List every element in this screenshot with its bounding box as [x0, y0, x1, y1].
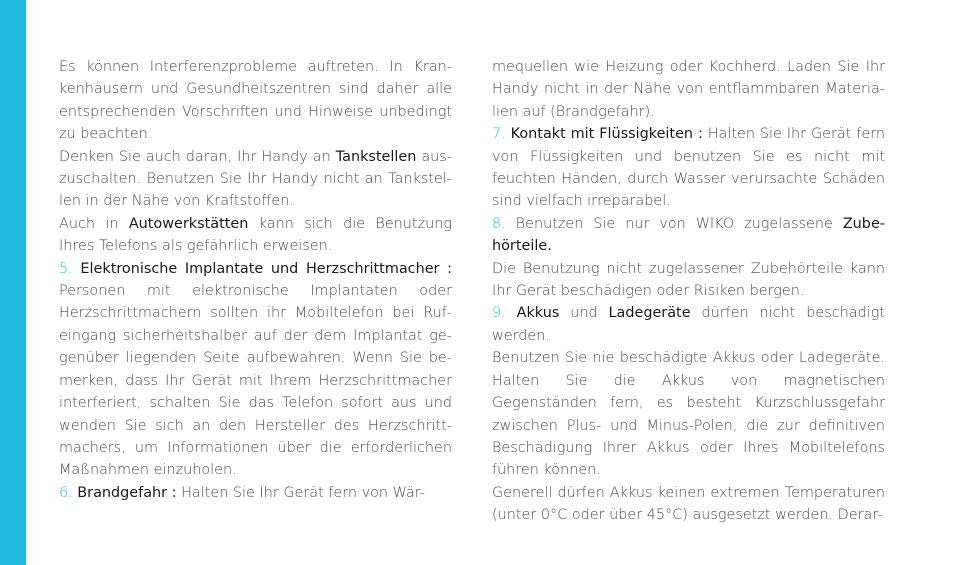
- left-column: [59, 56, 452, 504]
- paragraph-text: Generell dürfen Akkus keinen extremen Temperaturen (unter 0°C oder über 45°C) ausgesetzt werden. Derar-: [492, 484, 885, 524]
- paragraph-tankstellen: [59, 146, 452, 213]
- item-title: Kontakt mit Flüssigkeiten :: [505, 126, 703, 143]
- item-title: Brandgefahr :: [72, 484, 177, 501]
- item-8: [492, 213, 885, 258]
- item-7: [492, 123, 885, 213]
- highlight-term: Autowerkstätten: [128, 215, 249, 232]
- item-6: [59, 482, 452, 504]
- paragraph-text: kann sich die Benutzung Ihres Telefons als gefährlich erweisen.: [59, 215, 453, 255]
- item-9: [492, 302, 885, 347]
- paragraph-text: auszuschalten. Benutzen Sie Ihr Handy nicht an Tankstellen in der Nähe von Kraftstoffen.: [59, 148, 452, 210]
- item-text: Personen mit elektronische Implantaten oder Herzschrittmachern sollten ihr Mobiltelefon bei Rufeingang sicherheitshalber auf der dem Implantat gegenüber liegenden Seite aufbewahren. Wenn Sie bemerken, dass Ihr Gerät mit Ihrem Herzschrittmacher interferiert, schalten Sie das Telefon sofort aus und wenden Sie sich an den Hersteller des Herzschrittmachers, um Informationen über die erforderlichen Maßnahmen einzuholen.: [59, 283, 452, 479]
- highlight-term: Tankstellen: [335, 148, 417, 165]
- item-title: Zubehörteile.: [492, 215, 885, 255]
- accent-bar: [0, 0, 26, 565]
- paragraph-text: Es können Interferenzprobleme auftreten. In Krankenhäusern und Gesundheitszentren sind daher alle entsprechenden Vorschriften und Hinweise unbedingt zu beachten.: [59, 59, 452, 143]
- paragraph-akkus: [492, 347, 885, 481]
- paragraph-text: Denken Sie auch daran, Ihr Handy an: [59, 148, 336, 165]
- paragraph-text: Benutzen Sie nie beschädigte Akkus oder Ladegeräte. Halten Sie die Akkus von magnetischen Gegenständen fern, es besteht Kurzschlussgefahr zwischen Plus- und Minus-Polen, die zur definitiven Beschädigung Ihrer Akkus oder Ihres Mobiltelefons führen können.: [492, 350, 885, 479]
- item-5: [59, 258, 452, 482]
- item-number: 9.: [492, 305, 506, 322]
- item-title: Elektronische Implantate und Herzschrittmacher :: [72, 260, 452, 277]
- item-title: Akkus: [505, 305, 560, 322]
- item-number: 7.: [492, 126, 506, 143]
- paragraph-text: Auch in: [59, 215, 129, 232]
- paragraph-text: Die Benutzung nicht zugelassener Zubehörteile kann Ihr Gerät beschädigen oder Risiken bergen.: [492, 260, 885, 300]
- paragraph-interference: [59, 56, 452, 146]
- paragraph-continued: [492, 56, 885, 123]
- item-text: und: [559, 305, 609, 322]
- item-number: 5.: [59, 260, 73, 277]
- item-number: 8.: [492, 215, 506, 232]
- paragraph-text: mequellen wie Heizung oder Kochherd. Laden Sie Ihr Handy nicht in der Nähe von entflammbaren Materialien auf (Brandgefahr).: [492, 59, 885, 120]
- item-title: Ladegeräte: [608, 305, 691, 322]
- item-text: Halten Sie Ihr Gerät fern von Wär-: [176, 484, 425, 501]
- item-text: dürfen nicht beschädigt werden.: [492, 305, 885, 344]
- paragraph-zubehoer: [492, 258, 885, 303]
- paragraph-temperatur: [492, 482, 885, 527]
- item-text: Benutzen Sie nur von WIKO zugelassene: [505, 215, 843, 232]
- right-column: [492, 56, 885, 527]
- paragraph-autowerkstaetten: [59, 213, 452, 258]
- item-number: 6.: [59, 484, 73, 501]
- item-text: Halten Sie Ihr Gerät fern von Flüssigkeiten und benutzen Sie es nicht mit feuchten Händen, durch Wasser verursachte Schäden sind vielfach irreparabel.: [492, 126, 886, 210]
